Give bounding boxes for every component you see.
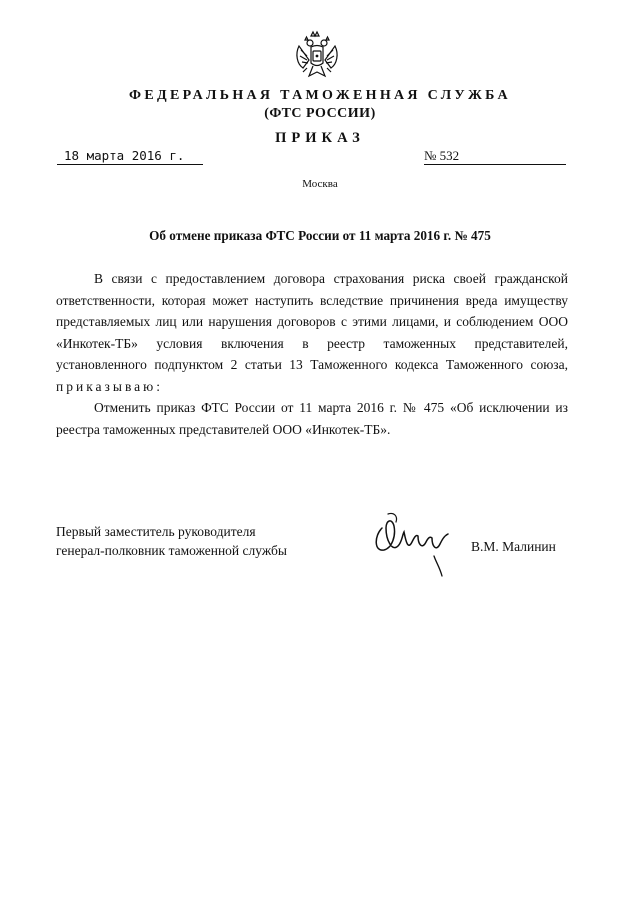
- date-value: 18 марта 2016 г.: [64, 148, 185, 163]
- russian-coat-of-arms-icon: [293, 30, 341, 82]
- document-type: ПРИКАЗ: [275, 130, 365, 146]
- body-paragraph-1-text: В связи с предоставлением договора страхования риска своей гражданской ответственности, которая может наступить вследствие причинения вреда имуществу представляемых лиц или нарушения договоров с этими лицами, и соблюдением ООО «Инкотек-ТБ» условия включения в реестр таможенных представителей, установленного подпунктом 2 статьи 13 Таможенного кодекса Таможенного союза,: [56, 271, 568, 372]
- document-title: Об отмене приказа ФТС России от 11 марта 2016 г. № 475: [149, 228, 491, 243]
- body-paragraph-2: Отменить приказ ФТС России от 11 марта 2016 г. № 475 «Об исключении из реестра таможенных представителей ООО «Инкотек-ТБ».: [56, 400, 568, 437]
- signer-name: В.М. Малинин: [471, 539, 556, 554]
- number-field: [424, 148, 566, 165]
- signatory-position-line-1: Первый заместитель руководителя: [56, 524, 256, 539]
- city-name: Москва: [302, 178, 338, 190]
- handwritten-signature: [368, 506, 460, 578]
- body-paragraph-1: [56, 268, 568, 397]
- document-body: [56, 268, 568, 440]
- signatory-position-line-2: генерал-полковник таможенной службы: [56, 543, 287, 558]
- date-field: [57, 148, 203, 165]
- signatory-position: [56, 522, 287, 560]
- order-word: приказываю:: [56, 378, 163, 394]
- agency-name: ФЕДЕРАЛЬНАЯ ТАМОЖЕННАЯ СЛУЖБА: [129, 88, 511, 103]
- document-number: № 532: [424, 148, 460, 163]
- agency-short-name: (ФТС РОССИИ): [264, 106, 376, 121]
